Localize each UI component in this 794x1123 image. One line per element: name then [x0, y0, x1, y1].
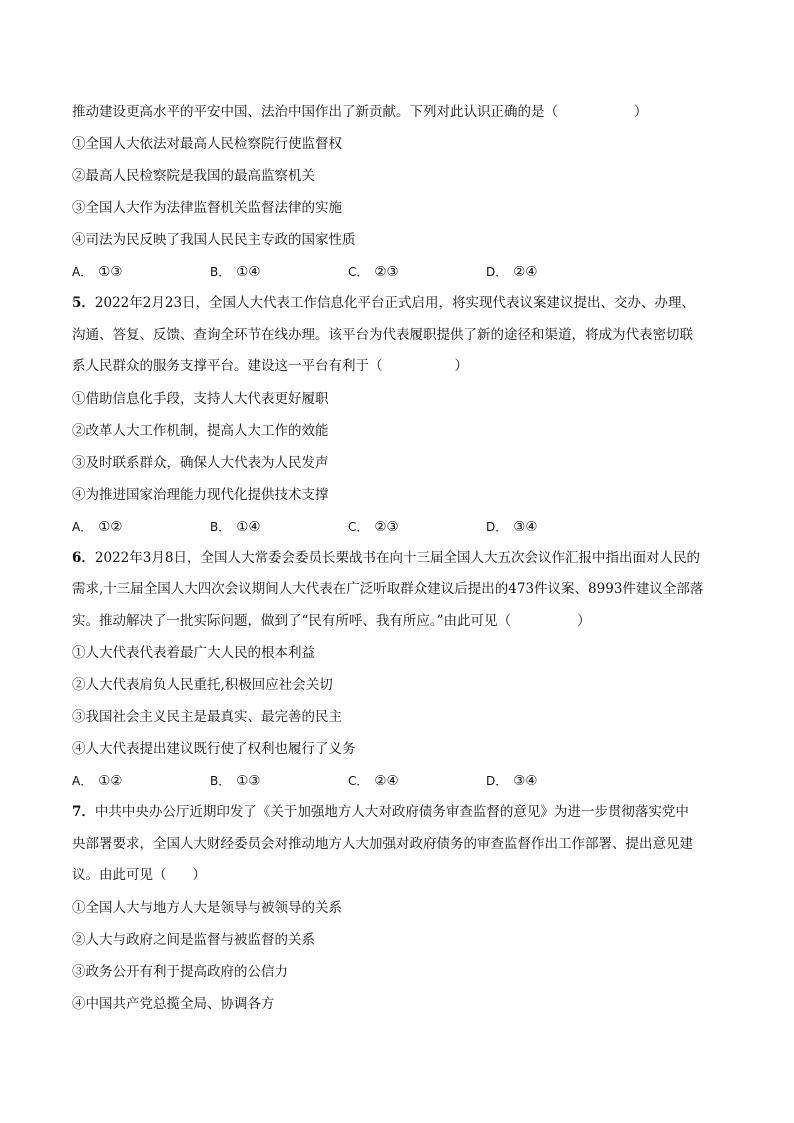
q4-option-d[interactable]: D． ②④ [486, 264, 538, 280]
q7-number: 7． [72, 804, 95, 820]
q5-stem-line-2: 沟通、答复、反馈、查询全环节在线办理。该平台为代表履职提供了新的途径和渠道，将成为代表密切联 [72, 326, 693, 343]
q5-options [72, 511, 724, 543]
q6-stem-line-2: 需求,十三届全国人大四次会议期间人大代表在广泛听取群众建议后提出的473件议案、8993件建议全部落 [72, 581, 704, 597]
q4-option-c[interactable]: C． ②③ [348, 264, 399, 280]
q7-paren-close: ） [192, 867, 206, 883]
q4-paren-close: ） [634, 104, 648, 120]
q6-statement-3: ③我国社会主义民主是最真实、最完善的民主 [72, 709, 342, 725]
q5-paren-close: ） [454, 358, 468, 374]
q6-statement-4: ④人大代表提出建议既行使了权利也履行了义务 [72, 741, 356, 757]
q5-option-b[interactable]: B． ①④ [210, 518, 261, 535]
q6-statement-1: ①人大代表代表着最广大人民的根本利益 [72, 645, 315, 661]
q6-stem-line-3: 实。推动解决了一批实际问题，做到了“民有所呼、我有所应。”由此可见（ ） [72, 612, 591, 629]
q5-statement-4: ④为推进国家治理能力现代化提供技术支撑 [72, 486, 329, 503]
q4-statement-3: ③全国人大作为法律监督机关监督法律的实施 [72, 200, 342, 216]
q6-stem-line-1: 6．2022年3月8日，全国人大常委会委员长栗战书在向十三届全国人大五次会议作汇报中指出面对人民的 [72, 549, 700, 566]
q5-option-c[interactable]: C． ②③ [348, 518, 399, 535]
q5-stem-line-1: 5．2022年2月23日，全国人大代表工作信息化平台正式启用，将实现代表议案建议提出、交办、办理、 [72, 295, 696, 311]
exam-page [72, 96, 724, 1020]
q7-stem-line-1: 7．中共中央办公厅近期印发了《关于加强地方人大对政府债务审查监督的意见》为进一步贯彻落实党中 [72, 804, 689, 820]
q4-stem-text: 推动建设更高水平的平安中国、法治中国作出了新贡献。下列对此认识正确的是（ [72, 104, 558, 120]
q6-option-a[interactable]: A． ①② [72, 773, 123, 789]
q4-options [72, 256, 724, 288]
q6-number: 6． [72, 549, 95, 566]
q4-statement-2: ②最高人民检察院是我国的最高监察机关 [72, 168, 315, 184]
q5-option-d[interactable]: D． ③④ [486, 518, 538, 535]
q6-paren-close: ） [577, 612, 591, 629]
q6-option-c[interactable]: C． ②④ [348, 773, 399, 789]
q6-option-b[interactable]: B． ①③ [210, 773, 261, 789]
q6-statement-2: ②人大代表肩负人民重托,积极回应社会关切 [72, 677, 333, 693]
q4-option-b[interactable]: B． ①④ [210, 264, 261, 280]
q6-option-d[interactable]: D． ③④ [486, 773, 538, 789]
q5-statement-2: ②改革人大工作机制，提高人大工作的效能 [72, 422, 329, 439]
q6-stem [72, 543, 724, 638]
q4-statement-4: ④司法为民反映了我国人民民主专政的国家性质 [72, 232, 356, 248]
q5-option-a[interactable]: A． ①② [72, 518, 123, 535]
q5-stem [72, 288, 724, 383]
q7-statement-4: ④中国共产党总揽全局、协调各方 [72, 995, 275, 1012]
q4-statement-1: ①全国人大依法对最高人民检察院行使监督权 [72, 136, 342, 152]
q5-stem-line-3: 系人民群众的服务支撑平台。建设这一平台有利于（ ） [72, 358, 468, 374]
q7-statement-3: ③政务公开有利于提高政府的公信力 [72, 963, 288, 980]
q5-statement-3: ③及时联系群众，确保人大代表为人民发声 [72, 454, 329, 471]
q7-stem [72, 797, 724, 892]
q7-statement-1: ①全国人大与地方人大是领导与被领导的关系 [72, 899, 342, 916]
q6-options [72, 765, 724, 797]
q7-statement-2: ②人大与政府之间是监督与被监督的关系 [72, 931, 315, 948]
q5-statement-1: ①借助信息化手段，支持人大代表更好履职 [72, 390, 329, 407]
q5-number: 5． [72, 295, 95, 311]
q4-option-a[interactable]: A． ①③ [72, 264, 123, 280]
q4-stem-line [72, 96, 724, 128]
q7-stem-line-2: 央部署要求，全国人大财经委员会对推动地方人大加强对政府债务的审查监督作出工作部署、提出意见建 [72, 835, 693, 852]
q7-stem-line-3: 议。由此可见（ ） [72, 867, 206, 883]
